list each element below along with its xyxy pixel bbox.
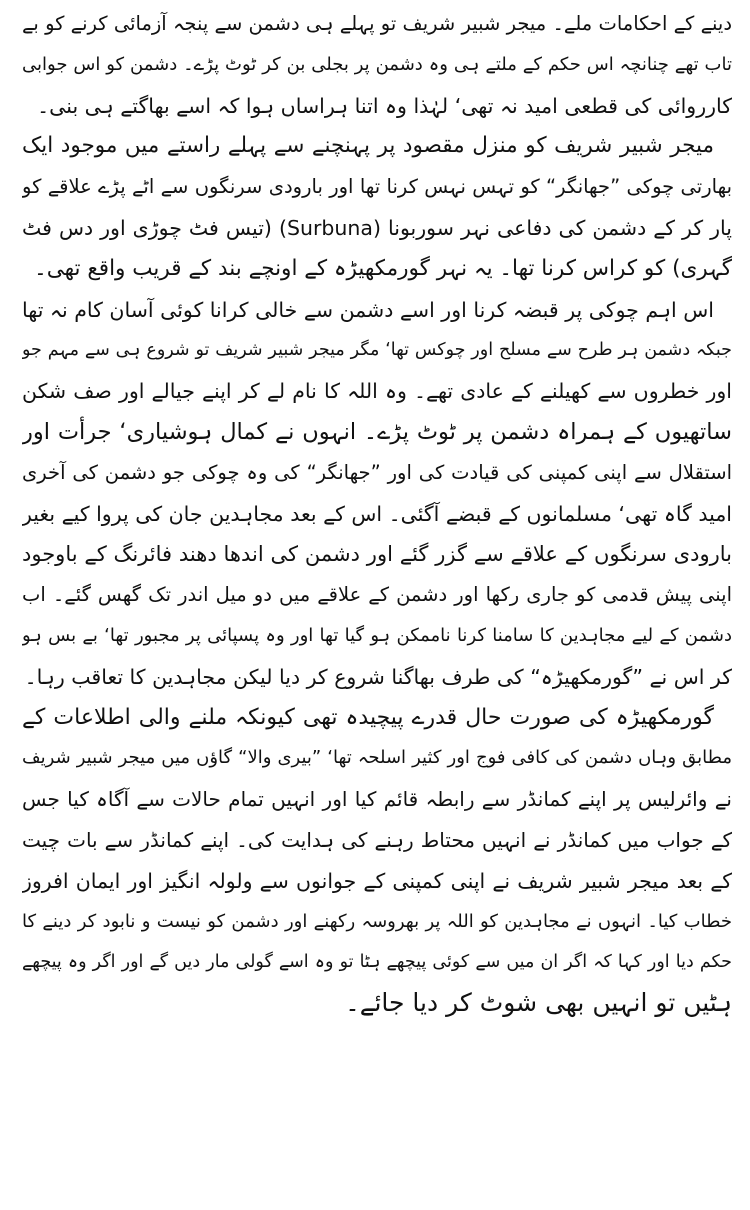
text-line: خطاب کیا۔ انہوں نے مجاہدین کو اللہ پر بھروسہ رکھنے اور دشمن کو نیست و نابود کر دینے کا	[22, 910, 732, 932]
text-line: استقلال سے اپنی کمپنی کی قیادت کی اور ”جھانگر“ کی وہ چوکی جو دشمن کی آخری	[22, 460, 732, 484]
text-line: میجر شبیر شریف کو منزل مقصود پر پہنچنے سے پہلے راستے میں موجود ایک	[22, 133, 714, 159]
text-line: تاب تھے چنانچہ اس حکم کے ملتے ہی وہ دشمن پر بجلی بن کر ٹوٹ پڑے۔ دشمن کو اس جوابی	[22, 53, 732, 75]
text-line: کر اس نے ”گورمکھیڑہ“ کی طرف بھاگنا شروع کر دیا لیکن مجاہدین کا تعاقب رہا۔	[24, 664, 732, 689]
text-line: نے وائرلیس پر اپنے کمانڈر سے رابطہ قائم کیا اور انہیں تمام حالات سے آگاہ کیا جس	[22, 787, 732, 812]
paragraph-2	[22, 126, 732, 289]
text-line: گورمکھیڑہ کی صورت حال قدرے پیچیدہ تھی کیونکہ ملنے والی اطلاعات کے	[22, 704, 714, 730]
text-line: اور خطروں سے کھیلنے کے عادی تھے۔ وہ اللہ کا نام لے کر اپنے جیالے اور صف شکن	[22, 379, 732, 404]
text-line: گہری) کو کراس کرنا تھا۔ یہ نہر گورمکھیڑہ کے اونچے بند کے قریب واقع تھی۔	[34, 255, 732, 281]
text-line: کارروائی کی قطعی امید نہ تھی‘ لہٰذا وہ اتنا ہراساں ہوا کہ اسے بھاگتے ہی بنی۔	[37, 93, 732, 118]
paragraph-4	[22, 698, 732, 1024]
text-line: بارودی سرنگوں کے علاقے سے گزر گئے اور دشمن کی اندھا دھند فائرنگ کے باوجود	[22, 542, 732, 567]
text-line: اپنی پیش قدمی کو جاری رکھا اور دشمن کے علاقے میں دو میل اندر تک گھس گئے۔ اب	[22, 583, 732, 607]
text-line: کے جواب میں کمانڈر نے انہیں محتاط رہنے کی ہدایت کی۔ اپنے کمانڈر سے بات چیت	[22, 827, 732, 852]
text-line: اس اہم چوکی پر قبضہ کرنا اور اسے دشمن سے خالی کرانا کوئی آسان کام نہ تھا	[22, 297, 714, 322]
text-line: مطابق وہاں دشمن کی کافی فوج اور کثیر اسلحہ تھا‘ ”بیری والا“ گاؤں میں میجر شبیر شریف	[22, 747, 732, 769]
document-page	[22, 4, 732, 1204]
text-line: بھارتی چوکی ”جھانگر“ کو تہس نہس کرنا تھا اور بارودی سرنگوں سے اٹے پڑے علاقے کو	[22, 175, 732, 199]
text-line: ساتھیوں کے ہمراہ دشمن پر ٹوٹ پڑے۔ انہوں نے کمال ہوشیاری‘ جرأت اور	[22, 418, 732, 445]
paragraph-1	[22, 4, 732, 126]
text-line: امید گاہ تھی‘ مسلمانوں کے قبضے آگئی۔ اس کے بعد مجاہدین جان کی پروا کیے بغیر	[22, 501, 732, 526]
text-line: حکم دیا اور کہا کہ اگر ان میں سے کوئی پیچھے ہٹا تو وہ اسے گولی مار دیں گے اور اگر وہ پیچھے	[22, 952, 732, 973]
text-line: دینے کے احکامات ملے۔ میجر شبیر شریف تو پہلے ہی دشمن سے پنجہ آزمائی کرنے کو بے	[22, 12, 732, 35]
paragraph-3	[22, 290, 732, 698]
text-line: دشمن کے لیے مجاہدین کا سامنا کرنا ناممکن ہو گیا تھا اور وہ پسپائی پر مجبور تھا‘ بے بس ہو	[22, 624, 732, 646]
text-line: ہٹیں تو انہیں بھی شوٹ کر دیا جائے۔	[345, 988, 732, 1018]
text-line: جبکہ دشمن ہر طرح سے مسلح اور چوکس تھا‘ مگر میجر شبیر شریف تو شروع ہی سے مہم جو	[22, 340, 732, 361]
text-line: پار کر کے دشمن کی دفاعی نہر سوربونا (Surbuna) (تیس فٹ چوڑی اور دس فٹ	[22, 215, 732, 240]
text-line: کے بعد میجر شبیر شریف نے اپنی کمپنی کے جوانوں سے ولولہ انگیز اور ایمان افروز	[22, 868, 732, 893]
